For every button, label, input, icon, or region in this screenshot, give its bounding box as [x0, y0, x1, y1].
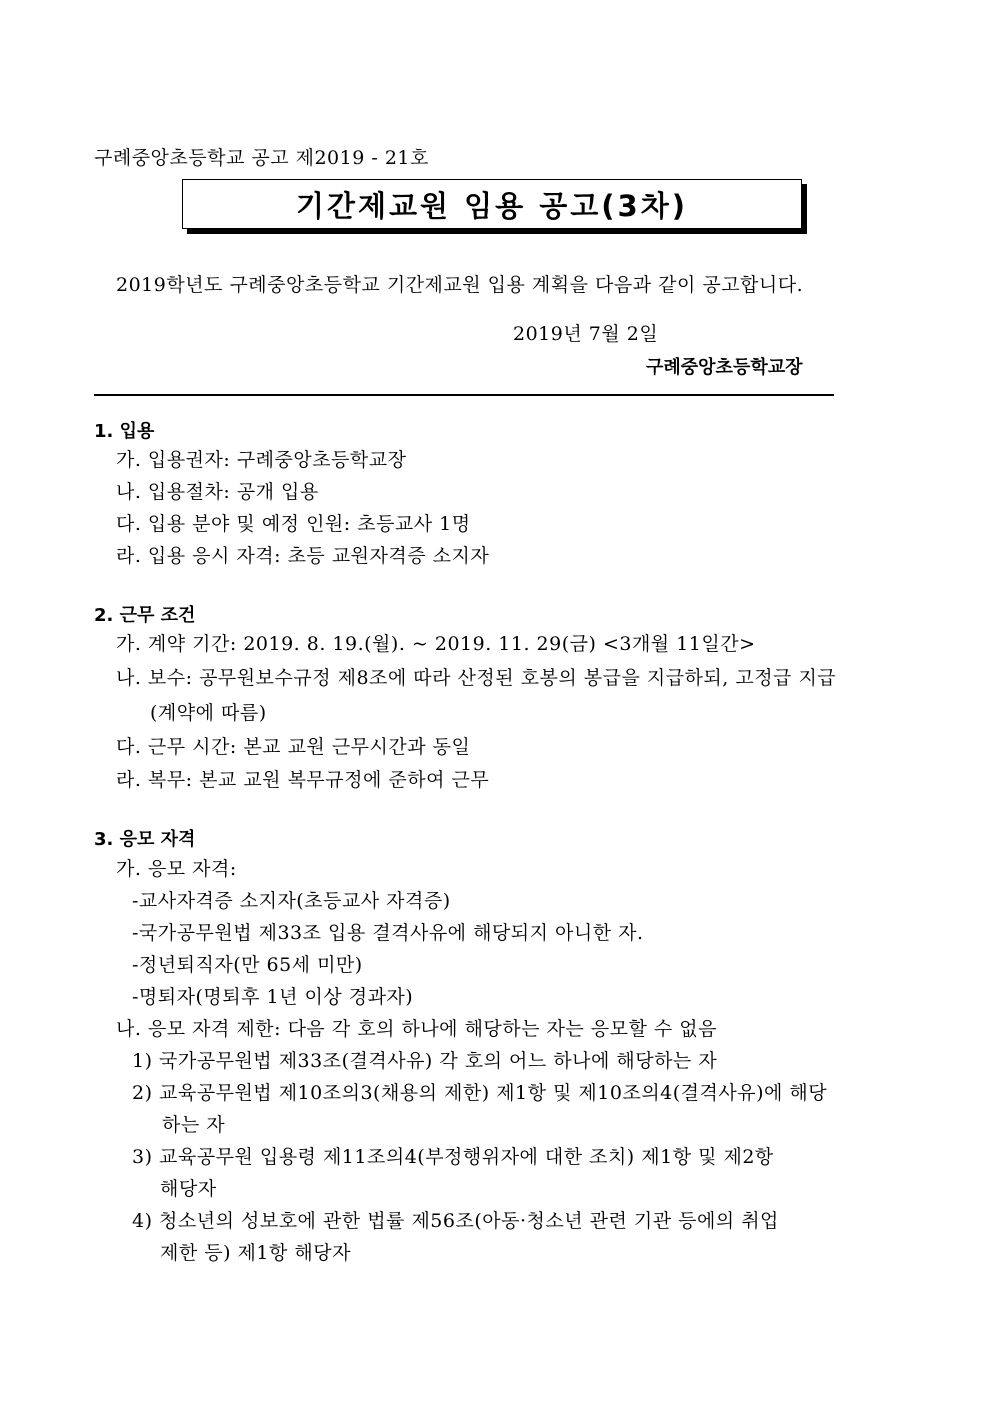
restriction-item: 1) 국가공무원법 제33조(결격사유) 각 호의 어느 하나에 해당하는 자	[132, 1050, 718, 1072]
qualification-item: -정년퇴직자(만 65세 미만)	[132, 954, 363, 976]
section-item: 가. 계약 기간: 2019. 8. 19.(월). ~ 2019. 11. 29(금) <3개월 11일간>	[116, 633, 756, 655]
section-item: 가. 입용권자: 구례중앙초등학교장	[116, 449, 407, 471]
document-title: 기간제교원 임용 공고(3차)	[295, 188, 689, 223]
title-box	[182, 179, 802, 229]
restriction-item: 2) 교육공무원법 제10조의3(채용의 제한) 제1항 및 제10조의4(결격사유)에 해당	[132, 1082, 828, 1104]
qualification-item: -교사자격증 소지자(초등교사 자격증)	[132, 890, 451, 912]
section-item-continuation: (계약에 따름)	[150, 702, 267, 724]
section-heading: 3. 응모 자격	[94, 829, 196, 850]
intro-text: 2019학년도 구례중앙초등학교 기간제교원 입용 계획을 다음과 같이 공고합니다.	[116, 274, 804, 296]
section-item: 나. 보수: 공무원보수규정 제8조에 따라 산정된 호봉의 봉급을 지급하되, 고정급 지급	[116, 667, 837, 689]
restriction-item: 4) 청소년의 성보호에 관한 법률 제56조(아동·청소년 관련 기관 등에의 취업	[132, 1210, 779, 1232]
notice-date: 2019년 7월 2일	[513, 323, 659, 345]
restriction-item-continuation: 해당자	[160, 1178, 217, 1200]
notice-number: 구례중앙초등학교 공고 제2019 - 21호	[94, 147, 429, 169]
restriction-item-continuation: 제한 등) 제1항 해당자	[160, 1242, 351, 1264]
section-item: 다. 입용 분야 및 예정 인원: 초등교사 1명	[116, 513, 471, 535]
section-item: 다. 근무 시간: 본교 교원 근무시간과 동일	[116, 736, 471, 758]
section-item: 나. 입용절차: 공개 입용	[116, 481, 319, 503]
restriction-item: 3) 교육공무원 입용령 제11조의4(부정행위자에 대한 조치) 제1항 및 제2항	[132, 1146, 774, 1168]
restriction-item-continuation: 하는 자	[162, 1114, 226, 1136]
section-item: 나. 응모 자격 제한: 다음 각 호의 하나에 해당하는 자는 응모할 수 없음	[116, 1018, 717, 1040]
section-item: 라. 입용 응시 자격: 초등 교원자격증 소지자	[116, 545, 490, 567]
qualification-item: -국가공무원법 제33조 입용 결격사유에 해당되지 아니한 자.	[132, 922, 644, 944]
section-heading: 1. 입용	[94, 421, 155, 442]
signer: 구례중앙초등학교장	[646, 357, 803, 378]
section-heading: 2. 근무 조건	[94, 605, 196, 626]
qualification-item: -명퇴자(명퇴후 1년 이상 경과자)	[132, 986, 414, 1008]
section-item: 라. 복무: 본교 교원 복무규정에 준하여 근무	[116, 769, 490, 791]
section-item: 가. 응모 자격:	[116, 858, 237, 880]
divider	[94, 394, 834, 396]
